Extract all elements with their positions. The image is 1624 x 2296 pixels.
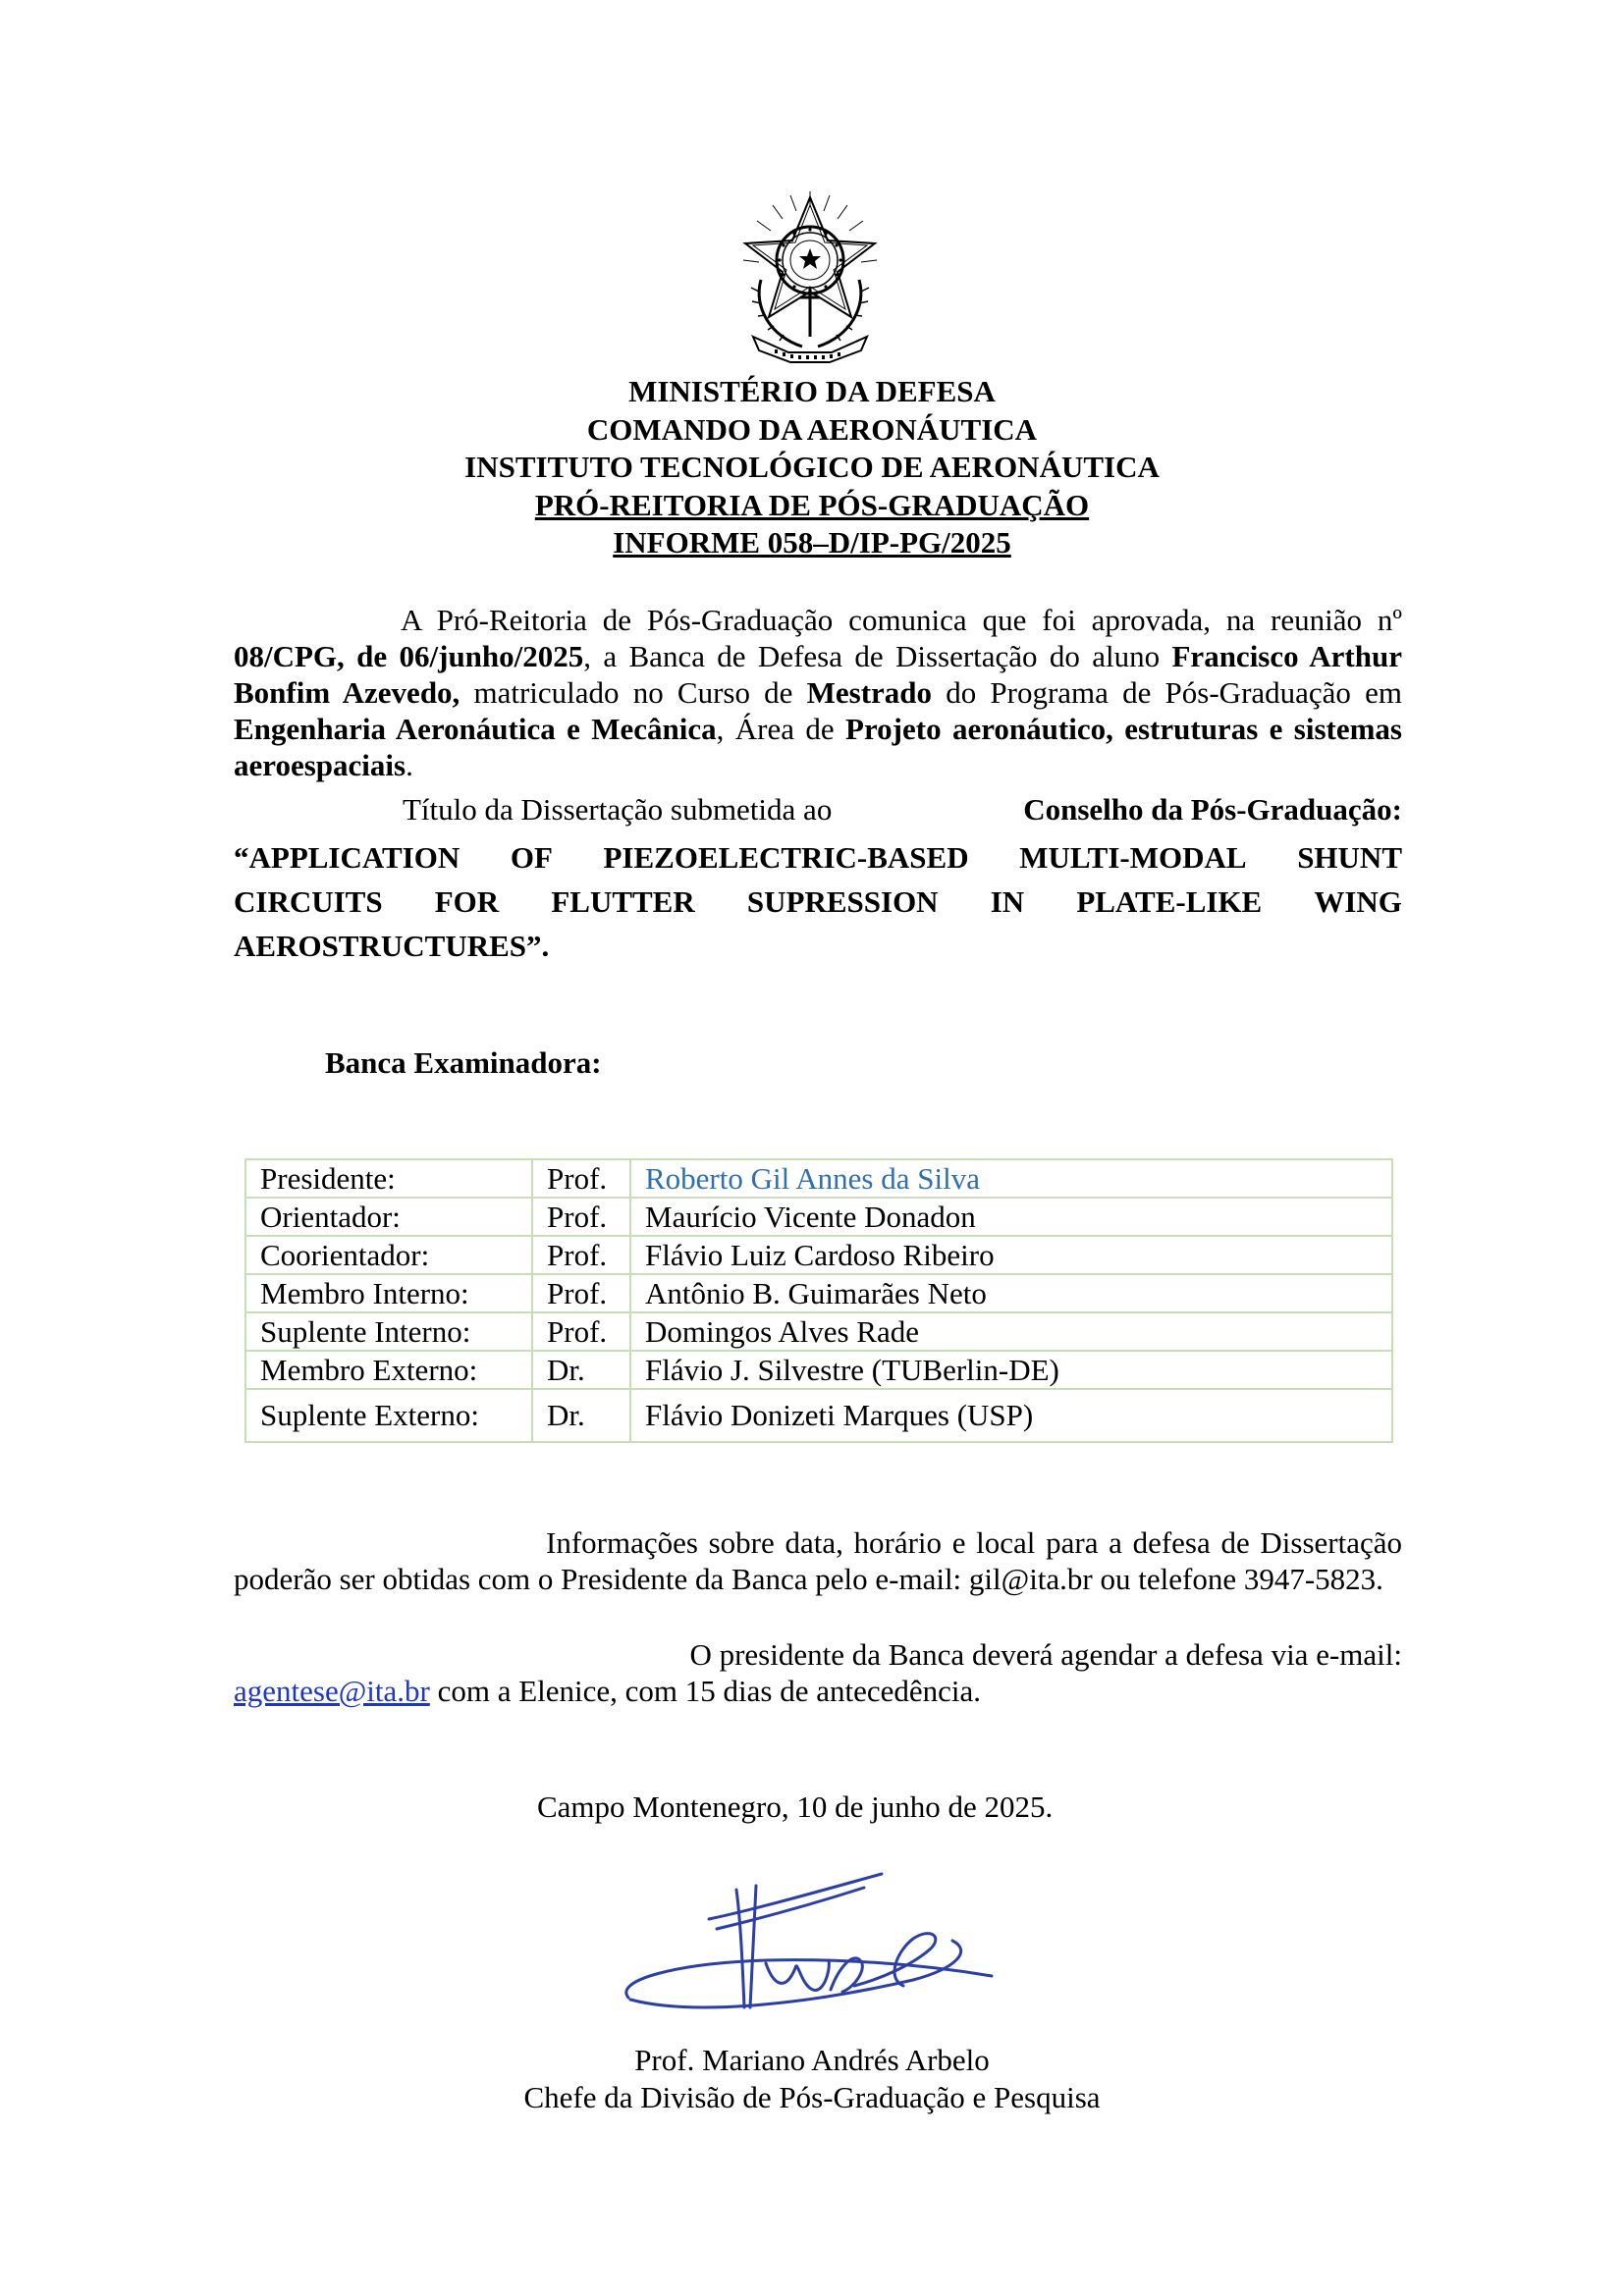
committee-title: Prof. (532, 1159, 630, 1198)
title-word: MULTI-MODAL (1019, 840, 1247, 875)
ministry-name: MINISTÉRIO DA DEFESA (628, 374, 996, 408)
title-word: FLUTTER (551, 884, 695, 919)
document-header (236, 373, 1388, 562)
announcement-text: matriculado no Curso de (460, 675, 807, 710)
student-name: Francisco Arthur Bonfim Azevedo, (234, 639, 1402, 710)
dissertation-title-line: AEROSTRUCTURES”. (234, 929, 550, 963)
committee-member-name: Roberto Gil Annes da Silva (630, 1159, 1392, 1198)
signer-role: Chefe da Divisão de Pós-Graduação e Pesquisa (523, 2080, 1101, 2114)
brazil-coat-of-arms-emblem (731, 189, 889, 364)
committee-row (245, 1198, 1392, 1236)
title-word: OF (510, 840, 553, 875)
dissertation-title-line (234, 880, 1402, 924)
committee-row (245, 1389, 1392, 1442)
committee-member-name: Flávio Donizeti Marques (USP) (630, 1389, 1392, 1442)
committee-role: Suplente Interno: (245, 1312, 532, 1351)
committee-role: Presidente: (245, 1159, 532, 1198)
title-word: IN (990, 884, 1025, 919)
title-word: SUPRESSION (746, 884, 939, 919)
command-name: COMANDO DA AERONÁUTICA (586, 411, 1038, 447)
committee-row (245, 1236, 1392, 1274)
committee-title: Dr. (532, 1389, 630, 1442)
area-name: Projeto aeronáutico, estruturas e sistemas aeroespaciais (234, 712, 1402, 782)
program-name: Engenharia Aeronáutica e Mecânica (234, 712, 717, 746)
committee-title: Dr. (532, 1351, 630, 1389)
signer-block (0, 2042, 1624, 2116)
title-word: “APPLICATION (234, 840, 460, 875)
dean-office-name: PRÓ-REITORIA DE PÓS-GRADUAÇÃO (534, 487, 1090, 522)
institute-name: INSTITUTO TECNOLÓGICO DE AERONÁUTICA (464, 450, 1160, 484)
announcement-text: . (406, 748, 413, 782)
announcement-text: , a Banca de Defesa de Dissertação do aluno (583, 639, 1172, 673)
title-word: PLATE-LIKE (1076, 884, 1263, 919)
council-name: Conselho da Pós-Graduação: (1023, 792, 1402, 827)
dissertation-title (234, 835, 1402, 968)
meeting-reference: 08/CPG, de 06/junho/2025 (234, 639, 584, 673)
committee-role: Coorientador: (245, 1236, 532, 1274)
committee-row (245, 1159, 1392, 1198)
title-word: WING (1314, 884, 1402, 919)
signer-name: Prof. Mariano Andrés Arbelo (634, 2043, 990, 2077)
place-date: Campo Montenegro, 10 de junho de 2025. (537, 1789, 1054, 1824)
committee-title: Prof. (532, 1312, 630, 1351)
dissertation-intro (234, 791, 1402, 828)
committee-role: Membro Interno: (245, 1274, 532, 1312)
committee-heading: Banca Examinadora: (325, 1045, 602, 1080)
announcement-paragraph (234, 602, 1402, 783)
announcement-text: , Área de (716, 712, 846, 746)
committee-member-name: Domingos Alves Rade (630, 1312, 1392, 1351)
committee-title: Prof. (532, 1236, 630, 1274)
committee-role: Membro Externo: (245, 1351, 532, 1389)
handwritten-signature (619, 1870, 1011, 2027)
committee-member-name: Antônio B. Guimarães Neto (630, 1274, 1392, 1312)
announcement-text: A Pró-Reitoria de Pós-Graduação comunica que foi aprovada, na reunião nº (401, 603, 1402, 637)
committee-role: Orientador: (245, 1198, 532, 1236)
info-paragraph (234, 1524, 1402, 1597)
info-text: Informações sobre data, horário e local para a defesa de Dissertação poderão ser obtidas com o Presidente da Banca pelo e-mail: gil@ita.br ou telefone 3947-5823. (234, 1525, 1402, 1596)
scheduling-text: com a Elenice, com 15 dias de antecedência. (429, 1674, 982, 1708)
committee-member-name: Maurício Vicente Donadon (630, 1198, 1392, 1236)
scheduling-text: O presidente da Banca deverá agendar a defesa via e-mail: (689, 1637, 1402, 1672)
dissertation-intro-text: Título da Dissertação submetida ao (403, 792, 833, 827)
announcement-text: do Programa de Pós-Graduação em (932, 675, 1402, 710)
title-word: CIRCUITS (234, 884, 383, 919)
committee-row (245, 1274, 1392, 1312)
title-word: FOR (434, 884, 500, 919)
course-name: Mestrado (806, 675, 933, 710)
committee-role: Suplente Externo: (245, 1389, 532, 1442)
committee-title: Prof. (532, 1274, 630, 1312)
indent (234, 1525, 546, 1560)
committee-title: Prof. (532, 1198, 630, 1236)
notice-number: INFORME 058–D/IP-PG/2025 (613, 525, 1011, 560)
title-word: SHUNT (1297, 840, 1402, 875)
committee-table (244, 1158, 1393, 1443)
committee-row (245, 1312, 1392, 1351)
committee-member-name: Flávio J. Silvestre (TUBerlin-DE) (630, 1351, 1392, 1389)
scheduling-paragraph (234, 1636, 1402, 1709)
committee-row (245, 1351, 1392, 1389)
email-link[interactable]: agentese@ita.br (234, 1674, 430, 1708)
title-word: PIEZOELECTRIC-BASED (603, 840, 969, 875)
committee-member-name: Flávio Luiz Cardoso Ribeiro (630, 1236, 1392, 1274)
dissertation-title-line (234, 835, 1402, 880)
